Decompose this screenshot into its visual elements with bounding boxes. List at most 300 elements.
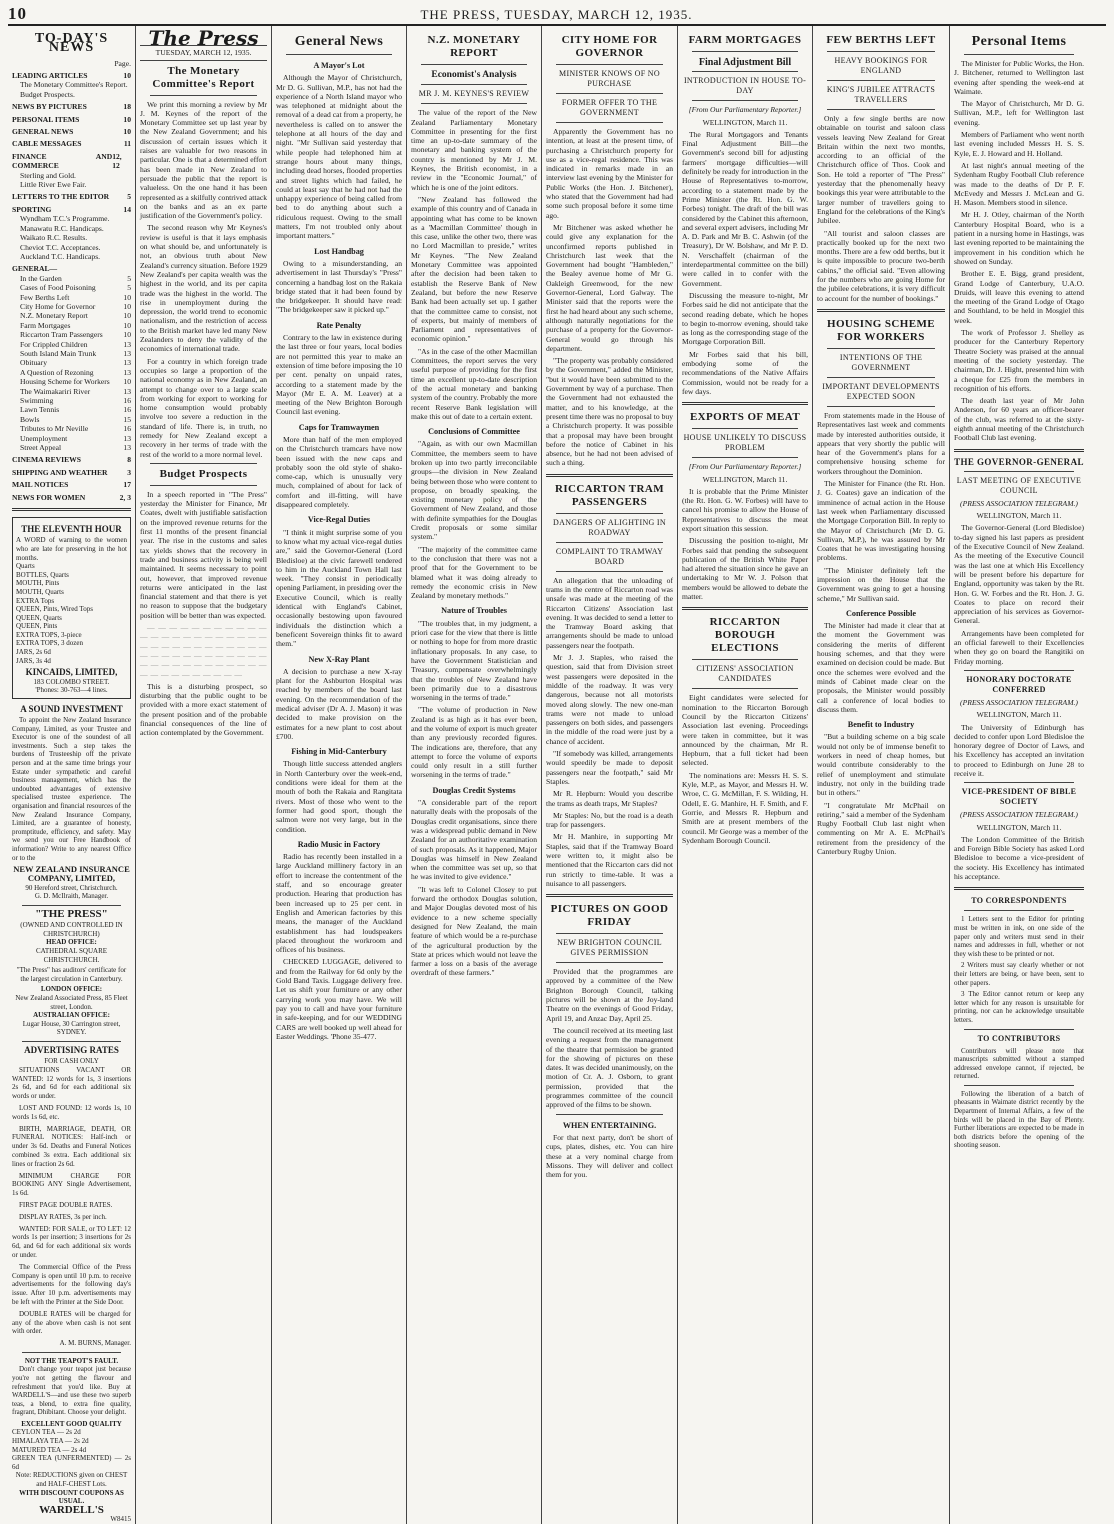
divider bbox=[827, 51, 935, 52]
divider bbox=[546, 894, 673, 897]
rates-line: BIRTH, MARRIAGE, DEATH, OR FUNERAL NOTICES: Half-inch or under 3s 6d. Deaths and Funeral Notices combined 3s extra. Each additional six lines or fraction 2s 6d. bbox=[12, 1124, 131, 1168]
ad-price-line: MOUTH, Pints bbox=[16, 579, 60, 588]
column-4 bbox=[407, 26, 542, 1524]
index-item bbox=[12, 358, 131, 367]
index-item-label: Little River Ewe Fair. bbox=[20, 180, 87, 190]
index-item-label: N.Z. Monetary Report bbox=[20, 311, 88, 321]
paragraph: An allegation that the unloading of trams in the centre of Riccarton road was unsafe was made at the meeting of the Riccarton Citizens' Association last evening. It was decided to send a letter to the Tramway Board asking that arrangements should be made to unload passengers near the footpath. bbox=[546, 575, 673, 650]
news-item-body: Though little success attended anglers in North Canterbury over the week-end, conditions were ideal for them at the mouth of both the Rakaia and Rangitata rivers. Most of those who went to the former had good sport, though the salmon were not very large, but in the condition. bbox=[276, 759, 402, 834]
rates-line: DOUBLE RATES will be charged for any of the above when cash is not sent with order. bbox=[12, 1309, 131, 1336]
index-section-label: LEADING ARTICLES bbox=[12, 71, 88, 80]
index-section bbox=[12, 205, 131, 214]
index-item bbox=[12, 368, 131, 377]
news-item-body: More than half of the men employed on the Christchurch tramcars have now been issued with the new caps and probably soon the old style of shako-come-cap, which is unusually very much, complained of about for lack of comfort and ill-fitting, will have disappeared completely. bbox=[276, 434, 402, 510]
index-item-page: 10 bbox=[123, 330, 131, 340]
index-item-label: Housing Scheme for Workers bbox=[20, 377, 110, 387]
index-item bbox=[12, 340, 131, 349]
paragraph: "But a building scheme on a big scale would not only be of immense benefit to workers in need of cheap homes, but would contribute considerably to the relief of unemployment and stimulate industry, not only in the building trade but in others." bbox=[817, 732, 945, 798]
index-section-label: FINANCE AND COMMERCE bbox=[12, 151, 113, 171]
index-section-page: 10 bbox=[123, 127, 131, 137]
index-page-label-text: Page. bbox=[114, 58, 131, 68]
news-item-body: A decision to purchase a new X-ray plant for the Ashburton Hospital was reached by members of the board last evening. On the recommendation of the medical adviser (Dr A. J. Mason) it was decided to make provision on the estimates for a new plant to cost about £700. bbox=[276, 666, 402, 741]
paragraph: The value of the report of the New Zealand Parliamentary Monetary Committee in presenting for the first time an up-to-date summary of the monetary and banking system of the country is mentioned by Mr J. M. Keynes, the British economist, in a review in the "Economic Journal," of which he is one of the joint editors. bbox=[411, 108, 537, 192]
index-section-page: 11 bbox=[123, 139, 131, 149]
divider bbox=[692, 71, 798, 72]
ad-price-line: MOUTH, Quarts bbox=[16, 587, 64, 596]
index-item bbox=[12, 214, 131, 223]
index-section bbox=[12, 71, 131, 80]
index-section-label: CABLE MESSAGES bbox=[12, 139, 82, 149]
index-item-label: Manawatu R.C. Handicaps. bbox=[20, 223, 104, 233]
index-item-page: 13 bbox=[123, 386, 131, 396]
teapot-note: Note: REDUCTIONS given on CHEST and HALF-CHEST Lots. bbox=[15, 1471, 128, 1489]
index-section-label: LETTERS TO THE EDITOR bbox=[12, 192, 110, 202]
index-item-label: City Home for Governor bbox=[20, 301, 96, 311]
farm-source: [From Our Parliamentary Reporter.] bbox=[688, 105, 802, 115]
divider bbox=[827, 377, 935, 378]
index-item-label: Bowls bbox=[20, 414, 40, 424]
monetary-title: N.Z. MONETARY REPORT bbox=[427, 34, 521, 59]
index-item-label: South Island Main Trunk bbox=[20, 348, 97, 358]
index-section-label: SHIPPING AND WEATHER bbox=[12, 467, 108, 477]
paragraph: The second reason why Mr Keynes's review is useful is that it lays emphasis on what should be, and unfortunately is not, an obvious truth about New Zealand's currency situation. Before 1929 New Zealand's per capita wealth was the highest in the world, and its per capita trade was the highest in the world. The rise in unemployment during the depression, the world trend to economic nationalism, and the restriction of access to the British market have led many New Zealanders to deny the validity of the economics of international trade. bbox=[140, 223, 267, 354]
personal-item: The death last year of Mr John Anderson, for 60 years an officer-bearer of the club, was referred to at the sixty-eighth annual meeting of the Christchurch Football Club last evening. bbox=[954, 396, 1084, 443]
index-item-page: 13 bbox=[123, 348, 131, 358]
index-section bbox=[12, 152, 131, 171]
paragraph: Only a few single berths are now obtainable on tourist and saloon class vessels leaving New Zealand for Great Britain within the next two months, according to an official of the Christchurch office of Thos. Cook and Son. He told a reporter of "The Press" yesterday that the phenomenally heavy bookings this year were attributable to the larger number of travellers going to England for the celebrations of the King's Jubilee. bbox=[817, 114, 945, 226]
index-section-page: 8 bbox=[127, 455, 131, 465]
exports-deck-1: HOUSE UNLIKELY TO DISCUSS PROBLEM bbox=[683, 433, 807, 453]
news-item-head: Lost Handbag bbox=[314, 246, 364, 256]
rates-sub: FOR CASH ONLY bbox=[44, 1057, 99, 1066]
index-section-label: GENERAL— bbox=[12, 264, 58, 274]
ad-company: KINCAIDS, LIMITED, bbox=[25, 667, 118, 678]
news-item-head: A Mayor's Lot bbox=[313, 61, 365, 70]
index-item bbox=[12, 349, 131, 358]
index-item bbox=[12, 283, 131, 292]
index-section-page: 2, 3 bbox=[119, 492, 131, 502]
tram-deck-2: COMPLAINT TO TRAMWAY BOARD bbox=[555, 546, 664, 566]
index-item-page: 10 bbox=[123, 377, 131, 387]
index-section-page: 10 bbox=[123, 71, 131, 80]
teapot-title: NOT THE TEAPOT'S FAULT. bbox=[24, 1356, 119, 1365]
column-3 bbox=[272, 26, 407, 1524]
paragraph: Provided that the programmes are approved by a committee of the New Brighton Borough Council, talking pictures will be shown at the Joy-land Theatre on the evenings of Good Friday, April 19, and Anzac Day, April 25. bbox=[546, 967, 673, 1023]
paragraph: "New Zealand has followed the example of this country and of Canada in appointing what has come to be known as a 'Macmillan Committee' though in this case, unlike the other two, there was no Lord Macmillan to preside," writes Mr Keynes. "The New Zealand Monetary Committee was appointed after the decision had been taken to establish the Reserve Bank of New Zealand, but before the new Reserve Bank had been actually set up. I gather that the committee came to consist, not of experts, but mainly of members of Parliament and representatives of economic opinion." bbox=[411, 194, 537, 344]
news-item-head: New X-Ray Plant bbox=[308, 654, 370, 664]
divider bbox=[556, 1114, 663, 1115]
contributors-title: TO CONTRIBUTORS bbox=[977, 1033, 1061, 1043]
paragraph: Mr Staples: No, but the road is a death trap for passengers. bbox=[546, 810, 673, 830]
ad-price-line: QUEEN, Pints bbox=[16, 622, 58, 631]
insurance-title: A SOUND INVESTMENT bbox=[20, 703, 123, 714]
index-item bbox=[12, 405, 131, 414]
index-item-page: 15 bbox=[123, 414, 131, 424]
paragraph: The nominations are: Messrs H. S. S. Kyle, M.P., as Mayor, and Messrs H. W. Wroe, C. G. McMillan, F. S. Wilding, H. Odell, E. G. Manhire, H. F. Smith, and F. Gorrie, and Messrs R. Hepburn and Smith are at present members of the council. Mr George was a member of the Sydenham Borough Council. bbox=[682, 770, 808, 845]
news-item-body: Although the Mayor of Christchurch, Mr D. G. Sullivan, M.P., has not had the experience of a North Island mayor who was telephoned at midnight about the removal of a dead cat from a property, he nevertheless is called on to answer the telephone at all hours of the day and night. "Mr Sullivan said yesterday that while people had telephoned him at strange hours about many things, including dead horses, flooded properties and street lights which had failed, he could at least say that he had not had the unhappy experience of being called from bed to do anything about such a ridiculous request. Owing to the small matters, I'm not troubled only about important matters." bbox=[276, 73, 402, 241]
index-item-page: 10 bbox=[123, 311, 131, 321]
index-item-page: 13 bbox=[123, 339, 131, 349]
insurance-body: To appoint the New Zealand Insurance Company, Limited, as your Trustee and Executor is one of the soundest of all investments. Such a step takes the burdens of Trusteeship off the private person and at the same time brings your Estate under sympathetic and careful business management, which has the undoubted advantages of extensive specialised trustee experience. The organisation and financial resources of the New Zealand Insurance Company, Limited, are a guarantee of honesty, promptitude, efficiency, and safety. May we send you our Free Handbook of information? Write to any nearest Office or to the bbox=[12, 716, 131, 862]
personal-item: The work of Professor J. Shelley as producer for the Canterbury Repertory Theatre Society was praised at the annual meeting of the society yesterday. The chairman, Dr. J. Hight, presented him with a cheque for £25 from the members in recognition of his efforts. bbox=[954, 328, 1084, 393]
paragraph: In a speech reported in "The Press" yesterday the Minister for Finance, Mr Coates, dwelt with justifiable satisfaction on the improved revenue returns for the first 11 months of the present financial year. The rise in the customs and sales tax yields shows that the recovery in trade and business activity is being well maintained. It seems necessary to point out, however, that improved revenue returns were anticipated in the last financial statement and that there is yet no reason to suppose that the budgetary position will be better than was expected. bbox=[140, 489, 267, 620]
news-item-head: Vice-Regal Duties bbox=[307, 515, 371, 525]
paragraph: Contributors will please note that manuscripts submitted without a stamped addressed envelope cannot, if rejected, be returned. bbox=[954, 1046, 1084, 1081]
personal-item: At last night's annual meeting of the Sydenham Rugby Football Club reference was made to the deaths of Dr P. F. McEvedy and Messrs J. McLean and G. H. Mason. Members stood in silence. bbox=[954, 160, 1084, 208]
index-item-label: Street Appeal bbox=[20, 443, 62, 453]
paragraph: Following the liberation of a batch of pheasants in Waimate district recently by the Department of Internal Affairs, a few of the birds will be placed in the Bay of Plenty. Further liberations are expected to be made in both districts before the opening of the shooting season. bbox=[954, 1089, 1084, 1150]
rates-line: LOST AND FOUND: 12 words 1s, 10 words 1s 6d, etc. bbox=[12, 1104, 131, 1121]
monetary-subhead-3: Douglas Credit Systems bbox=[432, 785, 516, 795]
index-item bbox=[12, 252, 131, 261]
divider bbox=[964, 54, 1074, 55]
divider bbox=[286, 54, 392, 55]
ad-address: 183 COLOMBO STREET. bbox=[33, 677, 110, 686]
ad-price-line: EXTRA TOPS, 3 dozen bbox=[16, 639, 84, 648]
index-item bbox=[12, 171, 131, 180]
index-section-label: NEWS BY PICTURES bbox=[12, 102, 87, 112]
exports-dateline: WELLINGTON, March 11. bbox=[702, 474, 788, 484]
ad-price-list bbox=[16, 562, 127, 665]
index-section-page: 5 bbox=[127, 192, 131, 202]
news-item-body: CHECKED LUGGAGE, delivered to and from the Railway for 6d only by the Gold Band Taxis. Luggage delivery free. Let us shift your furniture or any other carrying work you may have. We will pay you to call and have your furniture in safe-keeping, and for our WEDDING CARS are well booked up well ahead for Easter Weddings. 'Phone 35-477. bbox=[276, 957, 402, 1041]
doctorate-source: (PRESS ASSOCIATION TELEGRAM.) bbox=[960, 697, 1078, 707]
farm-dateline: WELLINGTON, March 11. bbox=[702, 117, 788, 127]
divider bbox=[964, 471, 1074, 472]
divider bbox=[692, 428, 798, 429]
divider bbox=[150, 485, 257, 486]
index-section-page: 18 bbox=[123, 102, 131, 112]
paragraph: Mr H. Manhire, in supporting Mr Staples, said that if the Tramway Board were written to, it might also be mentioned that the Riccarton cars did not run strictly to time-table. It was a nuisance to all passengers. bbox=[546, 832, 673, 888]
index-item bbox=[12, 274, 131, 283]
index-item-label: The Monetary Committee's Report. bbox=[20, 80, 128, 90]
correspondents-title: TO CORRESPONDENTS bbox=[971, 896, 1067, 906]
paragraph: "As in the case of the other Macmillan Committees, the report serves the very useful purpose of providing for the first time an excellent up-to-date description of the actual monetary and banking system of the country. Probably the more recent Reserve Bank legislation will make this out of date to a certain extent. bbox=[411, 346, 537, 421]
column-7 bbox=[813, 26, 950, 1524]
index-item-label: Obituary bbox=[20, 358, 47, 368]
tram-deck-1: DANGERS OF ALIGHTING IN ROADWAY bbox=[553, 517, 666, 537]
farm-deck-2: INTRODUCTION IN HOUSE TO-DAY bbox=[683, 76, 807, 96]
press-aus-label: AUSTRALIAN OFFICE: bbox=[33, 1011, 110, 1020]
divider bbox=[12, 508, 131, 511]
insurance-address: 90 Hereford street, Christchurch. bbox=[25, 883, 118, 892]
index-item-page: 13 bbox=[123, 443, 131, 453]
index-item-label: Budget Prospects. bbox=[20, 89, 75, 99]
ad-intro: A WORD of warning to the women who are late for preserving in the hot months. bbox=[16, 536, 127, 562]
paragraph: Eight candidates were selected for nomination to the Riccarton Borough Council by the Riccarton Citizens' Association last evening. Proceedings were taken in committee, but it was announced by the chairman, Mr R. Hepburn, that a full ticket had been selected. bbox=[682, 693, 808, 768]
paragraph: "The property was probably considered by the Government," added the Minister, "but it would have been submitted to the Government by way of a purchase. Then the Government had not exhausted the matter, and to his knowledge, at the present time there was no proposal to buy a Christchurch property. It was possible that a proposal may have been brought before the notice of Cabinet in his absence, but he had not been advised of such a thing. bbox=[546, 356, 673, 468]
index-section-label: PERSONAL ITEMS bbox=[12, 114, 80, 124]
housing-title: HOUSING SCHEME FOR WORKERS bbox=[827, 317, 935, 343]
news-item-head: Radio Music in Factory bbox=[297, 839, 381, 849]
paragraph: For that next party, don't be short of cups, plates, dishes, etc. You can hire these at a very nominal charge from Missons. They will deliver and collect them for you. bbox=[546, 1132, 673, 1180]
divider bbox=[421, 64, 527, 65]
monetary-deck-2: MR J. M. KEYNES'S REVIEW bbox=[418, 89, 530, 99]
index-title: TO-DAY'S NEWS bbox=[34, 31, 109, 56]
divider bbox=[827, 80, 935, 81]
rates-line: WANTED: FOR SALE, or TO LET: 12 words 1s per insertion; 3 insertions for 2s 6d, and 6d for each additional six words or under. bbox=[12, 1224, 131, 1259]
bible-dateline: WELLINGTON, March 11. bbox=[976, 822, 1062, 832]
teapot-price: HIMALAYA TEA — 2s 2d bbox=[12, 1437, 89, 1446]
paragraph: It is probable that the Prime Minister (the Rt. Hon. G. W. Forbes) will have to cancel his promise to allow the House of Representatives to discuss the meat export situation this session. bbox=[682, 486, 808, 533]
newspaper-logo: The Press bbox=[148, 26, 259, 50]
index-item bbox=[12, 90, 131, 99]
index-section-page: 3 bbox=[127, 467, 131, 477]
index-section bbox=[12, 480, 131, 489]
paragraph: "The troubles that, in my judgment, a priori case for the view that there is little or nothing to hope for from more drastic inflationary proposals. In any case, to have the Government Statistician and Treasury, compensate overwhelmingly that the troubles of New Zealand have been primarily due to a disastrous worsening in the terms of trade." bbox=[411, 618, 537, 703]
paragraph: The Governor-General (Lord Bledisloe) to-day signed his last papers as president of the Executive Council of New Zealand. As the meeting of the Executive Council was the last one at which His Excellency will be present before his departure for England, opportunity was taken by the Rt. Hon. G. W. Forbes and the Rt. Hon. J. G. Coates to place on record their appreciation of his services as Governor-General. bbox=[954, 523, 1084, 626]
paragraph: "All tourist and saloon classes are practically booked up for the next two months. There are a few odd berths, but it is quite impossible to procure two-berth cabins," the official said. "Even allowing for the numbers who are going Home for the jubilee celebrations, it is very difficult to account for the number of bookings." bbox=[817, 228, 945, 303]
index-item-page: 10 bbox=[123, 320, 131, 330]
divider bbox=[692, 659, 798, 660]
index-item bbox=[12, 434, 131, 443]
paragraph: Discussing the position to-night, Mr Forbes said that pending the subsequent publication of the British White Paper had altered the situation since he gave an undertaking to Mr W. J. Polson that members would be allowed to debate the matter. bbox=[682, 536, 808, 602]
index-item bbox=[12, 243, 131, 252]
index-section-label: CINEMA REVIEWS bbox=[12, 455, 81, 465]
editorial-body-1 bbox=[140, 100, 267, 459]
index-item bbox=[12, 233, 131, 242]
index-page-label bbox=[12, 59, 131, 68]
divider bbox=[421, 84, 527, 85]
paragraph: "The volume of production in New Zealand is as high as it has ever been, and the volume of export is much greater than any previously recorded figures. The indications are, therefore, that any attempt to force the volume of exports could only result in a still further worsening in the terms of trade." bbox=[411, 705, 537, 780]
index-item-label: Swimming bbox=[20, 396, 54, 405]
news-item-body: Radio has recently been installed in a large Auckland millinery factory in an effort to increase the contentment of the staff, and so encourage greater production. Hearing that production has been increased up to 25 per cent. in English and American factories by this means, the manager of the Auckland establishment has had loudspeakers placed throughout the workroom and offices of his business. bbox=[276, 852, 402, 955]
paragraph: 1 Letters sent to the Editor for printing must be written in ink, on one side of the paper only and writers must send in their names and addresses in full, whether or not they wish these to be printed or not. bbox=[954, 915, 1084, 958]
paragraph: The Minister for Finance (the Rt. Hon. J. G. Coates) gave an indication of the imminence of actual action in the House last week when Parliamentary discussed the Mortgage Corporation Bill. In reply to the Mayor of Christchurch (Mr D. G. Sullivan, M.P.), he was assured by Mr Coates that he was investigating housing problems. bbox=[817, 479, 946, 563]
index-item bbox=[12, 387, 131, 396]
news-item-head: Caps for Tramwaymen bbox=[298, 422, 380, 432]
paragraph: Arrangements have been completed for an official farewell to their Excellencies when they go on board the Rangitiki on Friday morning. bbox=[954, 628, 1084, 666]
divider bbox=[556, 571, 663, 572]
divider bbox=[964, 1085, 1074, 1086]
teapot-price: CEYLON TEA — 2s 2d bbox=[12, 1428, 81, 1437]
index-item-label: In the Garden bbox=[20, 273, 62, 283]
index-item bbox=[12, 424, 131, 433]
press-note: "The Press" has auditors' certificate for the largest circulation in Canterbury. bbox=[16, 966, 127, 983]
index-item-page: 16 bbox=[123, 405, 131, 415]
pictures-deck-1: NEW BRIGHTON COUNCIL GIVES PERMISSION bbox=[557, 938, 662, 958]
ad-price-line: QUEEN, Pints, Wired Tops bbox=[16, 605, 93, 614]
personal-item: Brother E. E. Bigg, grand president, Grand Lodge of Canterbury, U.A.O. Druids, will leave this evening to attend the meeting of the Grand Lodge of Otago and Southland, to be held in Mosgiel this week. bbox=[954, 269, 1084, 325]
index-section bbox=[12, 115, 131, 124]
index-item-label: Waikato R.C. Results. bbox=[20, 233, 88, 243]
general-news-title: General News bbox=[294, 34, 384, 49]
index-item bbox=[12, 293, 131, 302]
index-section bbox=[12, 468, 131, 477]
ad-price-line: Quarts bbox=[16, 562, 35, 571]
teapot-tagline: EXCELLENT GOOD QUALITY bbox=[21, 1419, 122, 1428]
index-item bbox=[12, 377, 131, 386]
index-item-label: For Crippled Children bbox=[20, 339, 88, 349]
paragraph: "A considerable part of the report naturally deals with the proposals of the Douglas credit organisations, since there was a widespread public demand in New Zealand for an authoritative examination of such proposals. As it happened, Major Douglas was himself in New Zealand when the committee was set up, so that he was invited to give evidence." bbox=[411, 798, 537, 882]
column-6 bbox=[678, 26, 813, 1524]
divider bbox=[546, 474, 673, 477]
news-item-body: Owing to a misunderstanding, an advertisement in last Thursday's "Press" concerning a handbag lost on the Rakaia bridge stated that it had been found by the bridgekeeper. It should have read: "The bridgekeeper saw it picked up." bbox=[276, 258, 402, 315]
paragraph: "The Minister definitely left the impression on the House that the Government was going to get a housing scheme," Mr Sullivan said. bbox=[817, 565, 945, 603]
index-item bbox=[12, 80, 131, 89]
index-item-label: Tributes to Mr Neville bbox=[20, 424, 89, 434]
governor-home-deck-2: FORMER OFFER TO THE GOVERNMENT bbox=[561, 98, 658, 117]
index-item bbox=[12, 443, 131, 452]
rates-manager: A. M. BURNS, Manager. bbox=[59, 1339, 131, 1348]
divider bbox=[556, 64, 663, 65]
column-1 bbox=[8, 26, 136, 1524]
ad-price-line: JARS, 3s 4d bbox=[16, 656, 51, 665]
index-item bbox=[12, 330, 131, 339]
paragraph: 2 Writers must say clearly whether or not their letters are being, or have been, sent to other papers. bbox=[954, 961, 1084, 987]
index-item-page: 13 bbox=[123, 367, 131, 377]
gg-dateline: WELLINGTON, March 11. bbox=[976, 511, 1062, 521]
paragraph: 3 The Editor cannot return or keep any letter which for any reason is unsuitable for printing, nor can he acknowledge unsuitable letters. bbox=[954, 990, 1084, 1024]
personal-item: Mr H. J. Otley, chairman of the North Canterbury Hospital Board, who is a patient in a nursing home in Hastings, was last evening reported to be maintaining the improvement in his condition which he showed on Sunday. bbox=[954, 210, 1084, 266]
paragraph: The University of Edinburgh has decided to confer upon Lord Bledisloe the honorary degree of Doctor of Laws, and his Excellency has accepted an invitation to proceed to Edinburgh on June 28 to receive it. bbox=[954, 722, 1084, 778]
personal-item: The Minister for Public Works, the Hon. J. Bitchener, returned to Wellington last evening after spending the week-end at Waimate. bbox=[954, 59, 1084, 96]
paragraph: The London Committee of the British and Foreign Bible Society has asked Lord Bledisloe to become a vice-president of the society. His Excellency has intimated his acceptance. bbox=[954, 834, 1084, 882]
ad-price-line: QUEEN, Quarts bbox=[16, 613, 62, 622]
paragraph: From statements made in the House of Representatives last week and comments made by interested authorities outside, it appears that very shortly the public will hear of the Government's plans for a comprehensive housing scheme for workers throughout the Dominion. bbox=[817, 410, 945, 476]
teapot-store: WARDELL'S bbox=[39, 1503, 104, 1516]
housing-deck-2: IMPORTANT DEVELOPMENTS EXPECTED SOON bbox=[822, 381, 940, 401]
index-item-page: 16 bbox=[123, 424, 131, 434]
monetary-subhead-2: Nature of Troubles bbox=[441, 606, 507, 616]
index-item-page: 13 bbox=[123, 433, 131, 443]
gg-title: THE GOVERNOR-GENERAL bbox=[954, 456, 1084, 467]
divider bbox=[556, 513, 663, 514]
divider bbox=[556, 93, 663, 94]
ad-phone: 'Phones: 30-763—4 lines. bbox=[35, 686, 108, 695]
monetary-subhead-1: Conclusions of Committee bbox=[428, 427, 520, 437]
divider bbox=[964, 910, 1074, 911]
eleventh-hour-ad bbox=[12, 517, 131, 699]
rates-line: MINIMUM CHARGE FOR BOOKING ANY Single Advertisement, 1s 6d. bbox=[12, 1171, 131, 1198]
index-section-label: SPORTING bbox=[12, 204, 52, 214]
column-5 bbox=[542, 26, 678, 1524]
rates-line: The Commercial Office of the Press Company is open until 10 p.m. to receive advertisements for the following day's issue. After 10 p.m. advertisements may be left with the Printer at the Side Door. bbox=[12, 1262, 131, 1306]
divider bbox=[692, 51, 798, 52]
divider bbox=[682, 607, 808, 610]
index-item bbox=[12, 415, 131, 424]
gg-deck-1: LAST MEETING OF EXECUTIVE COUNCIL bbox=[956, 475, 1082, 495]
monetary-deck-1: Economist's Analysis bbox=[431, 70, 517, 80]
exports-title: EXPORTS OF MEAT bbox=[689, 411, 801, 424]
index-item-label: Farm Mortgages bbox=[20, 320, 71, 330]
divider bbox=[827, 406, 935, 407]
index-section-label: GENERAL NEWS bbox=[12, 127, 74, 137]
exports-source: [From Our Parliamentary Reporter.] bbox=[688, 462, 802, 472]
rates-title: ADVERTISING RATES bbox=[24, 1044, 119, 1055]
housing-subhead-2: Benefit to Industry bbox=[847, 720, 915, 730]
index-item-label: Auckland T.C. Handicaps. bbox=[20, 251, 101, 261]
ad-price-line: JARS, 2s 6d bbox=[16, 648, 51, 657]
index-section-page: 12, 12 bbox=[112, 151, 122, 171]
index-item-label: Wyndham T.C.'s Programme. bbox=[20, 214, 110, 224]
divider bbox=[692, 100, 798, 101]
index-section bbox=[12, 139, 131, 148]
masthead-title: THE PRESS, TUESDAY, MARCH 12, 1935. bbox=[420, 7, 693, 22]
elections-title: RICCARTON BOROUGH ELECTIONS bbox=[709, 616, 781, 655]
editorial-date: TUESDAY, MARCH 12, 1935. bbox=[140, 45, 267, 60]
divider bbox=[827, 109, 935, 110]
press-aus: Lugar House, 30 Carrington street, SYDNEY. bbox=[22, 1019, 121, 1037]
press-subtitle: (OWNED AND CONTROLLED IN CHRISTCHURCH) bbox=[20, 921, 123, 938]
news-item-body: "I think it might surprise some of you to know what my actual vice-regal duties are," said the Governor-General (Lord Bledisloe) at the civic farewell tendered to him in the Auckland Town Hall last week. "They consist in periodically opening Parliament, in presiding over the Executive Council, which is really identical with England's Cabinet, occasionally bestowing upon favoured individuals the distinction which a beneficent Sovereign thinks fit to award them." bbox=[276, 527, 402, 649]
index-item bbox=[12, 311, 131, 320]
index-section-label: NEWS FOR WOMEN bbox=[12, 492, 86, 502]
index-section bbox=[12, 264, 131, 273]
rates-list bbox=[12, 1066, 131, 1336]
tram-title: RICCARTON TRAM PASSENGERS bbox=[554, 482, 664, 508]
press-office-label: HEAD OFFICE: bbox=[46, 938, 97, 947]
paragraph: The Rural Mortgagors and Tenants Final Adjustment Bill—the Government's second bill for adjusting farmers' mortgage difficulties—will definitely be ready for introduction in the House of Representatives to-morrow, according to a statement made by the Prime Minister (the Rt. Hon. G. W. Forbes) tonight. The draft of the bill was considered by the Cabinet this afternoon, and several expert advisers, including Mr A. D. Park and Mr B. C. Ashwin (of the Treasury), Dr W. Bolshaw, and Mr P. D. N. Verschaffelt (chairman of the interdepartmental committee on the bill) were called in to confer with the Government. bbox=[682, 129, 808, 288]
index-item-page: 10 bbox=[123, 292, 131, 302]
farm-title: FARM MORTGAGES bbox=[688, 34, 802, 46]
divider bbox=[964, 1029, 1074, 1030]
housing-deck-1: INTENTIONS OF THE GOVERNMENT bbox=[839, 352, 923, 372]
divider bbox=[827, 348, 935, 349]
index-item bbox=[12, 396, 131, 405]
divider bbox=[954, 887, 1084, 890]
teapot-prices bbox=[12, 1428, 131, 1471]
paragraph: For a country in which foreign trade occupies so large a proportion of the national economy as in New Zealand, an attempt to change over to a large scale from working for export to working for home consumption would probably involve too severe a reduction in the standard of life. There is, in truth, no remedy for New Zealand except a recovery in her terms of trade with the rest of the world to a more normal level. bbox=[140, 356, 267, 459]
pictures-title: PICTURES ON GOOD FRIDAY bbox=[550, 903, 669, 929]
columns bbox=[8, 26, 1106, 1524]
paragraph: "If somebody was killed, arrangements would speedily be made to deposit passengers near the footpath," said Mr Staples. bbox=[546, 749, 673, 786]
bible-source: (PRESS ASSOCIATION TELEGRAM.) bbox=[960, 810, 1078, 820]
index-section bbox=[12, 192, 131, 201]
paragraph: The Minister had made it clear that at the moment the Government was considering the merits of different housing schemes, and that they were examined on decision could be made. But once the schemes were evolved and the minds of Cabinet made clear on the proposals, the Minister would possibly call a conference of local bodies to discuss them. bbox=[817, 621, 945, 714]
divider bbox=[817, 309, 945, 312]
rates-line: DISPLAY RATES, 3s per inch. bbox=[19, 1212, 107, 1221]
divider bbox=[692, 457, 798, 458]
index-item bbox=[12, 302, 131, 311]
index-section-label: MAIL NOTICES bbox=[12, 480, 69, 490]
teapot-code: W8415 bbox=[110, 1515, 131, 1524]
divider bbox=[22, 1352, 121, 1353]
personal-list bbox=[954, 59, 1084, 443]
divider bbox=[421, 103, 527, 104]
ad-price-line: BOTTLES, Quarts bbox=[16, 570, 69, 579]
paragraph: Mr R. Hepburn: Would you describe the trams as death traps, Mr Staples? bbox=[546, 789, 673, 808]
rates-line: FIRST PAGE DOUBLE RATES. bbox=[19, 1200, 113, 1209]
news-item-head: Rate Penalty bbox=[316, 320, 362, 330]
personal-title: Personal Items bbox=[971, 34, 1067, 49]
divider bbox=[150, 95, 257, 96]
divider bbox=[692, 688, 798, 689]
paragraph: "Again, as with our own Macmillan Committee, the members seem to have broken up into two partly irreconcilable groups—the division in New Zealand being between those who were content to propose, on broadly speaking, the existing monetary policy of the Government of New Zealand, and those with definite sympathies for the Douglas Credit proposals or some similar system." bbox=[411, 439, 537, 542]
index-item-label: Cheviot T.C. Acceptances. bbox=[20, 242, 101, 252]
paragraph: This is a disturbing prospect, so disturbing that the public ought to be provided with a more exact statement of the present position and of the probable financial consequences of the line of action contemplated by the Government. bbox=[140, 681, 267, 738]
divider bbox=[556, 542, 663, 543]
farm-deck-1: Final Adjustment Bill bbox=[698, 57, 792, 68]
index-item-label: Riccarton Tram Passengers bbox=[20, 330, 103, 340]
column-2 bbox=[136, 26, 272, 1524]
index-item-label: A Question of Rezoning bbox=[20, 367, 94, 377]
index-section bbox=[12, 493, 131, 502]
paragraph: The council received at its meeting last evening a request from the management of the theatre that permission be granted for the showing of pictures on these dates. It was decided unanimously, on the motion of Cr. A. J. Osborn, to grant permission, provided that the programmes committee of the council approved of the films to be shown. bbox=[546, 1025, 673, 1110]
divider bbox=[964, 782, 1074, 783]
index-list bbox=[12, 71, 131, 502]
general-news-list bbox=[276, 61, 402, 1041]
paragraph: We print this morning a review by Mr J. M. Keynes of the report of the Monetary Committee set up last year by the New Zealand Government; and his discussion of certain issues which it raises are valuable for two reasons in particular. One is that a determined effort has been made in New Zealand to persuade the public that the report is valueless. On the one hand it has been represented as a skilfully contrived attack on the banks and as an ex parte justification of the Government's policy. bbox=[140, 99, 267, 221]
berths-deck-2: KING'S JUBILEE ATTRACTS TRAVELLERS bbox=[826, 85, 936, 104]
personal-item: The Mayor of Christchurch, Mr D. G. Sullivan, M.P., left for Wellington last evening. bbox=[954, 99, 1084, 127]
gg-source: (PRESS ASSOCIATION TELEGRAM.) bbox=[960, 498, 1078, 508]
paragraph: Discussing the measure to-night, Mr Forbes said he did not anticipate that the second reading debate, which he hopes to begin to-morrow evening, should take as long as the corresponding stage of the Mortgage Corporation Bill. bbox=[682, 290, 808, 347]
index-item-page: 10 bbox=[123, 301, 131, 311]
divider bbox=[556, 122, 663, 123]
berths-title: FEW BERTHS LEFT bbox=[826, 34, 936, 46]
divider bbox=[556, 962, 663, 963]
